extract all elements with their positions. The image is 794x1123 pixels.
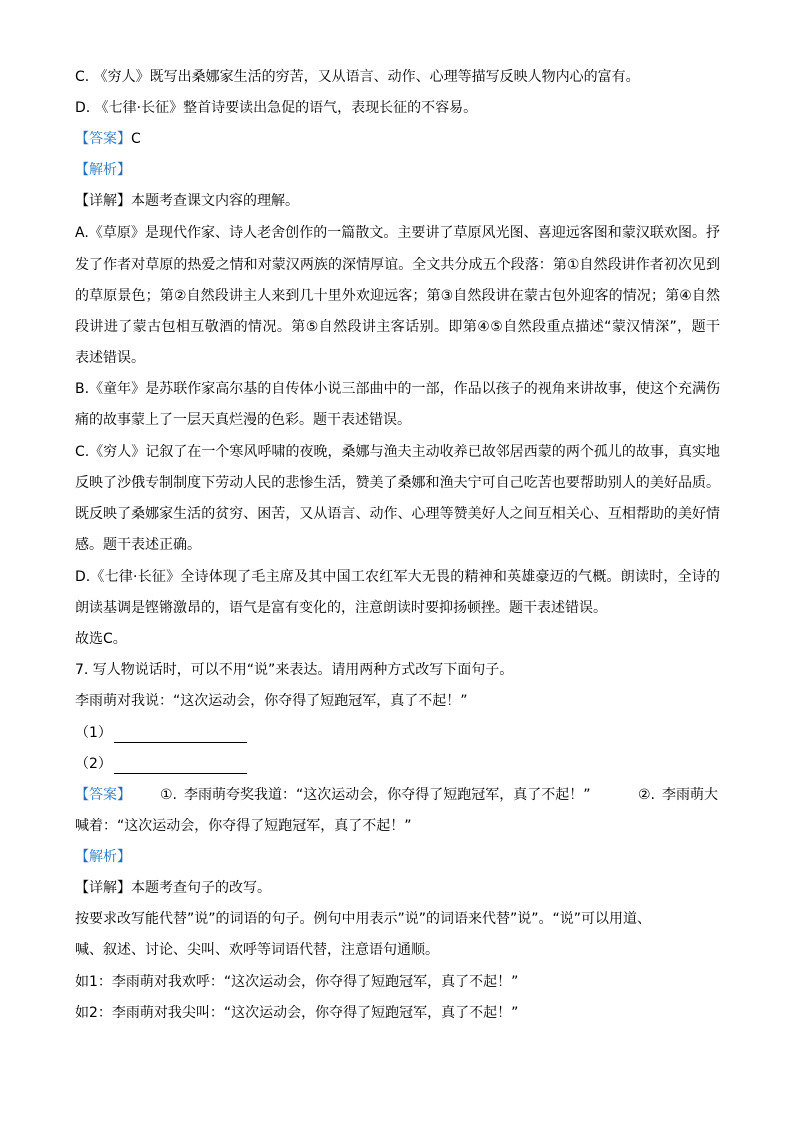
q6-answer-line [75,129,141,149]
explanation-b-line: B.《童年》是苏联作家高尔基的自传体小说三部曲中的一部，作品以孩子的视角来讲故事，使这个充满伤 [75,381,720,397]
q7-question: 7. 写人物说话时，可以不用“说”来表达。请用两种方式改写下面句子。 [75,662,514,678]
detail-label: 【详解】 [75,880,131,896]
explanation-a-line: 的草原景色；第②自然段讲主人来到几十里外欢迎远客；第③自然段讲在蒙古包外迎客的情况；第④自然 [75,288,720,304]
q7-blank-2 [75,754,247,774]
answer-2-text-start: 李雨萌大 [662,787,718,803]
q7-example-2: 如2：李雨萌对我尖叫：“这次运动会，你夺得了短跑冠军，真了不起！” [75,1005,519,1021]
q7-explanation-line: 喊、叙述、讨论、尖叫、欢呼等词语代替，注意语句通顺。 [75,942,439,958]
blank-1-underline [114,727,247,743]
analysis-label: 【解析】 [75,162,131,178]
explanation-b-line: 痛的故事蒙上了一层天真烂漫的色彩。题干表述错误。 [75,412,411,428]
q7-detail-line [75,878,271,898]
answer-1-text: 李雨萌夸奖我道：“这次运动会，你夺得了短跑冠军，真了不起！” [184,787,591,803]
q7-example-1: 如1：李雨萌对我欢呼：“这次运动会，你夺得了短跑冠军，真了不起！” [75,974,519,990]
explanation-a-line: A.《草原》是现代作家、诗人老舍创作的一篇散文。主要讲了草原风光图、喜迎远客图和蒙汉联欢图。抒 [75,225,720,241]
blank-2-underline [114,758,247,774]
q7-sentence: 李雨萌对我说：“这次运动会，你夺得了短跑冠军，真了不起！” [75,693,468,709]
detail-label: 【详解】 [75,193,131,209]
explanation-c-line: 感。题干表述正确。 [75,537,201,553]
detail-text: 本题考查课文内容的理解。 [131,193,299,209]
blank-1-label: （1） [75,725,112,741]
q6-detail-line [75,191,299,211]
q7-blank-1 [75,723,247,743]
option-d: D. 《七律·长征》整首诗要读出急促的语气，表现长征的不容易。 [75,100,478,116]
option-c: C. 《穷人》既写出桑娜家生活的穷苦，又从语言、动作、心理等描写反映人物内心的富有。 [75,69,640,85]
explanation-c-line: 既反映了桑娜家生活的贫穷、困苦，又从语言、动作、心理等赞美好人之间互相关心、互相帮助的美好情 [75,506,720,522]
answer-label: 【答案】 [75,787,131,803]
explanation-a-line: 表述错误。 [75,350,145,366]
answer-1-marker: ①. [160,787,178,803]
blank-2-label: （2） [75,756,112,772]
answer-label: 【答案】 [75,131,131,147]
explanation-c-line: C.《穷人》记叙了在一个寒风呼啸的夜晚，桑娜与渔夫主动收养已故邻居西蒙的两个孤儿的故事，真实地 [75,444,720,460]
detail-text: 本题考查句子的改写。 [131,880,271,896]
answer-2-marker: ②. [638,787,656,803]
answer-2-text-end: 喊着：“这次运动会，你夺得了短跑冠军，真了不起！” [75,818,412,834]
q6-conclusion: 故选C。 [75,631,127,647]
explanation-a-line: 发了作者对草原的热爱之情和对蒙汉两族的深情厚谊。全文共分成五个段落：第①自然段讲作者初次见到 [75,257,720,273]
explanation-c-line: 反映了沙俄专制制度下劳动人民的悲惨生活，赞美了桑娜和渔夫宁可自己吃苦也要帮助别人的美好品质。 [75,475,720,491]
q7-explanation-line: 按要求改写能代替”说”的词语的句子。例句中用表示”说”的词语来代替”说”。“说”可以用道、 [75,911,652,927]
q7-answer-line [0,785,794,805]
answer-value: C [131,131,141,147]
explanation-d-line: 朗读基调是铿锵激昂的，语气是富有变化的，注意朗读时要抑扬顿挫。题干表述错误。 [75,600,607,616]
explanation-d-line: D.《七律·长征》全诗体现了毛主席及其中国工农红军大无畏的精神和英雄豪迈的气概。朗读时，全诗的 [75,569,720,585]
explanation-a-line: 段讲进了蒙古包相互敬酒的情况。第⑤自然段讲主客话别。即第④⑤自然段重点描述“蒙汉情深”，题干 [75,319,720,335]
analysis-label: 【解析】 [75,849,131,865]
